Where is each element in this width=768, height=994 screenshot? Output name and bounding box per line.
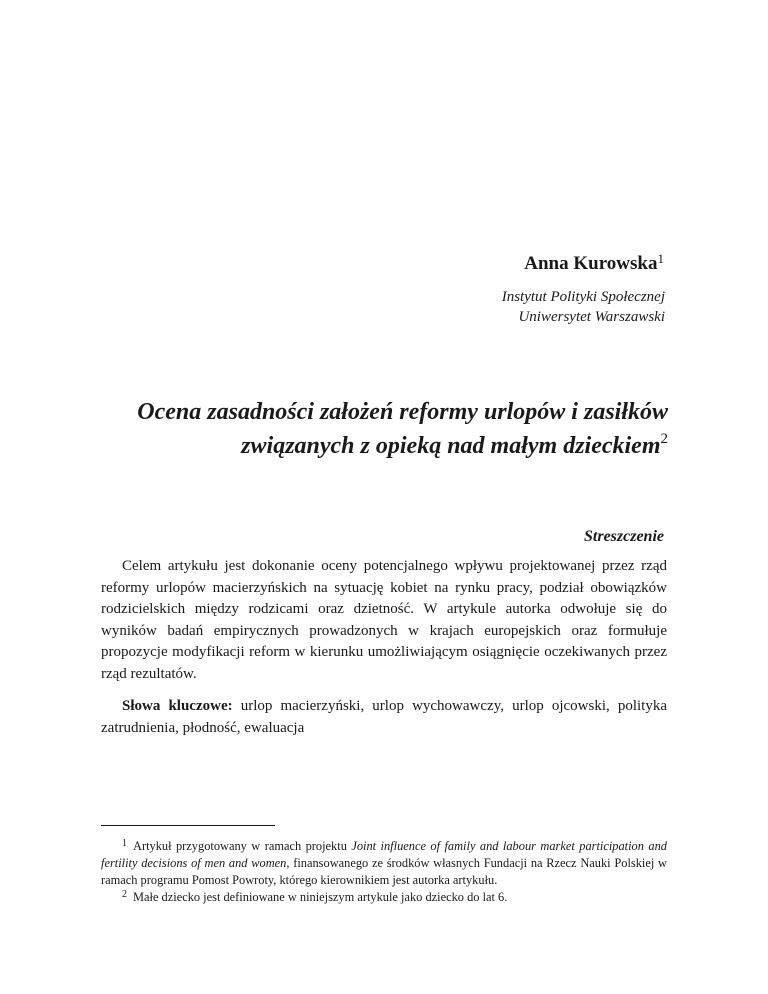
abstract-heading: Streszczenie [584, 528, 664, 545]
footnote-2-text: Małe dziecko jest definiowane w niniejszym artykule jako dziecko do lat 6. [133, 890, 508, 904]
author-name [524, 252, 664, 276]
author-footnote-mark: 1 [657, 251, 664, 266]
title-line-2-text: związanych z opieką nad małym dzieckiem [241, 433, 661, 459]
abstract-text: Celem artykułu jest dokonanie oceny potencjalnego wpływu projektowanej przez rząd reformy urlopów macierzyńskich na sytuację kobiet na rynku pracy, podział obowiązków rodzicielskich między rodzicami oraz dzietność. W artykule autorka odwołuje się do wyników badań empirycznych prowadzonych w krajach europejskich oraz formułuje propozycje modyfikacji reform w kierunku umożliwiającym osiągnięcie oczekiwanych przez rząd rezultatów. [101, 558, 667, 682]
keywords-text: urlop macierzyński, urlop wychowawczy, urlop ojcowski, polityka zatrudnienia, płodność, ewaluacja [101, 698, 668, 736]
footnote-1-text-before: Artykuł przygotowany w ramach projektu [133, 839, 352, 853]
footnote-1-number: 1 [122, 838, 127, 849]
affiliation-institute: Instytut Polityki Społecznej [501, 289, 665, 305]
footnote-divider [101, 825, 275, 826]
author-affiliation [502, 287, 665, 327]
author-name-text: Anna Kurowska [524, 253, 658, 274]
footnote-1-text-after: , finansowanego ze środków własnych Fundacji na Rzecz Nauki Polskiej w ramach programu Pomost Powroty, którego kierownikiem jest autorka artykułu. [101, 856, 667, 887]
affiliation-university: Uniwersytet Warszawski [518, 309, 665, 325]
title-line-1: Ocena zasadności założeń reformy urlopów i zasiłków [137, 399, 668, 425]
footnote-2-number: 2 [122, 889, 127, 900]
footnotes [101, 838, 667, 906]
article-title [137, 395, 668, 463]
title-line-2 [137, 429, 668, 463]
keywords-paragraph [101, 696, 667, 739]
title-footnote-mark: 2 [660, 431, 668, 447]
footnote-1-project-title: Joint influence of family and labour market participation and fertility decisions of men and women [101, 839, 667, 870]
footnote-2 [101, 889, 667, 906]
footnote-1 [101, 838, 667, 889]
keywords-label: Słowa kluczowe: [122, 698, 233, 714]
